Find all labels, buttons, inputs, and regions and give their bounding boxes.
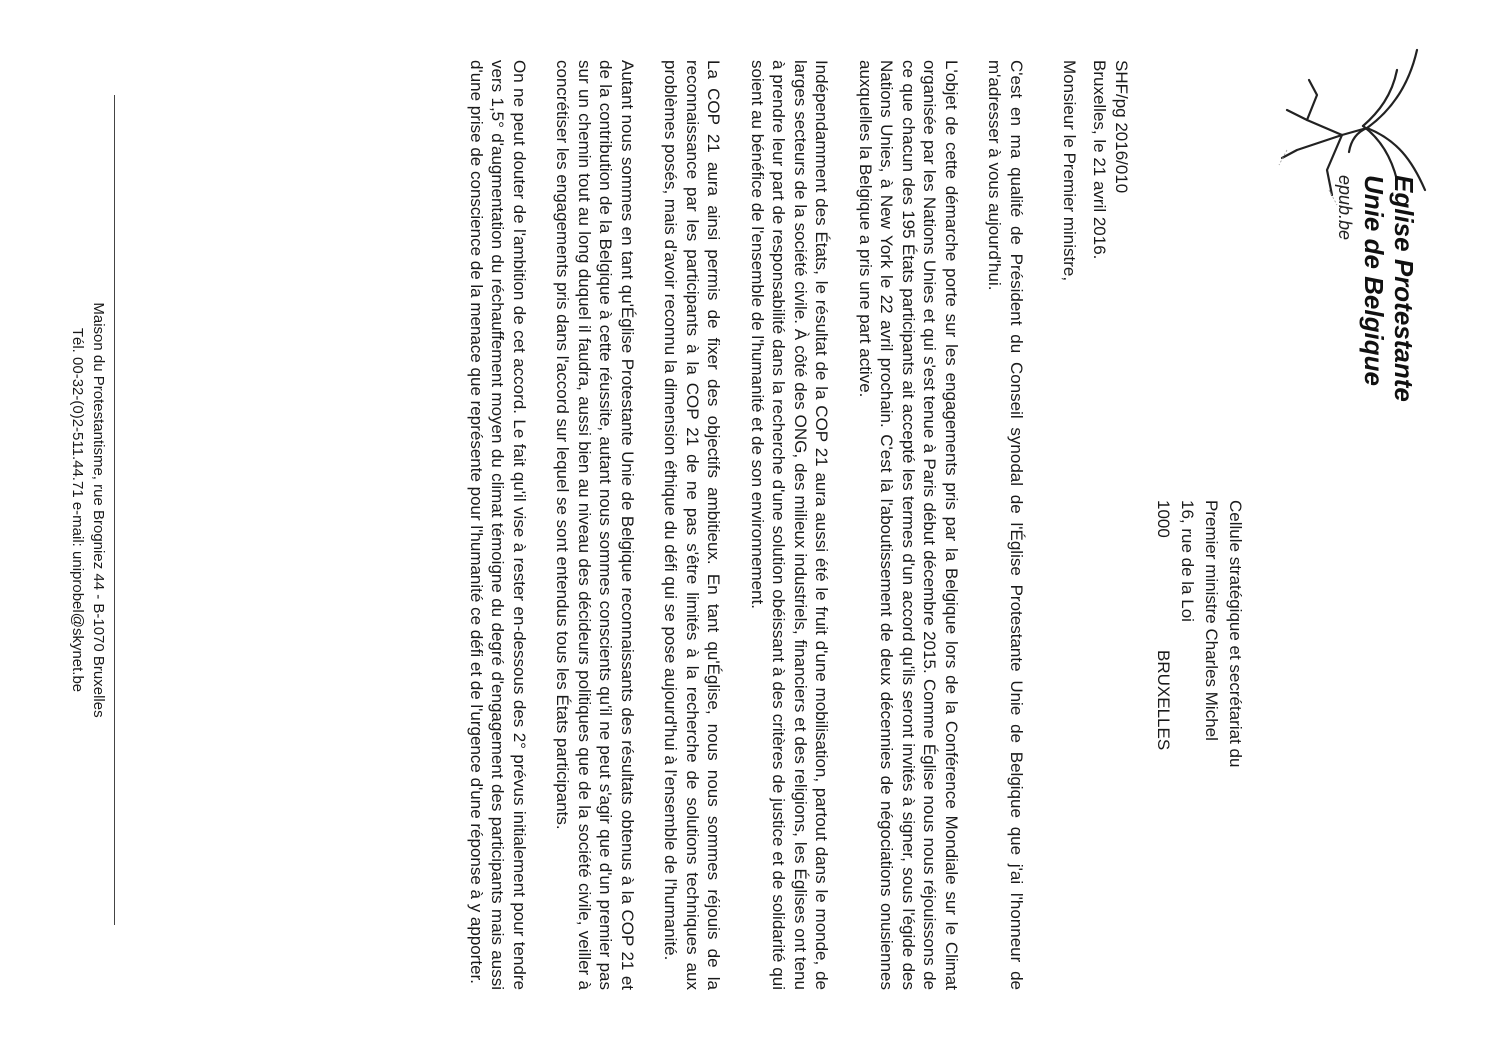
brand-name-line2: Unie de Belgique	[1359, 175, 1389, 386]
paragraph: L'objet de cette démarche porte sur les engagements pris par la Belgique lors de la Conférence Mondiale sur le Climat organisée par les Nations Unies et qui s'est tenue à Paris début décembre 2015. Comme Église nous nous réjouissons de ce que chacun des 195 États participants ait accepté les termes d'un accord qu'ils seront invités à signer, sous l'égide des Nations Unies, à New York le 22 avril prochain. C'est là l'aboutissement de deux décennies de négociations onusiennes auxquelles la Belgique a pris une part active.	[856, 60, 961, 990]
brand-website: epub.be	[1335, 175, 1355, 241]
reference-code: SHF/pg 2016/010	[1112, 60, 1131, 194]
letter-body	[444, 60, 1028, 990]
recipient-city-line	[1151, 500, 1175, 940]
footer-address: Maison du Protestantisme, rue Brogniez 44 - B-1070 Bruxelles	[90, 302, 107, 718]
recipient-city: BRUXELLES	[1154, 650, 1173, 751]
brand-block	[1334, 175, 1419, 475]
paragraph: La COP 21 aura ainsi permis de fixer des objectifs ambitieux. En tant qu'Église, nous nous sommes réjouis de la reconnaissance par les participants à la COP 21 de ne pas s'être limités à la recherche de solutions techniques aux problèmes posés, mais d'avoir reconnu la dimension éthique du défi qui se pose aujourd'hui à l'ensemble de l'humanité.	[661, 60, 724, 990]
footer	[67, 95, 109, 925]
paragraph: C'est en ma qualité de Président du Conseil synodal de l'Église Protestante Unie de Belgique que j'ai l'honneur de m'adresser à vous aujourd'hui.	[985, 60, 1026, 990]
reference-block	[1088, 60, 1132, 259]
brand-name-line1: Eglise Protestante	[1389, 175, 1419, 402]
recipient-postal-code: 1000	[1154, 500, 1173, 538]
footer-contact: Tél. 00-32-(0)2-511.44.71 e-mail: uniprobel@skynet.be	[69, 327, 86, 693]
paragraph: Indépendamment des États, le résultat de la COP 21 aura aussi été le fruit d'une mobilisation, partout dans le monde, de larges secteurs de la société civile. À côté des ONG, des milieux industriels, financiers et des religions, les Églises ont tenu à prendre leur part de responsabilité dans la recherche d'une solution obéissant à des critères de justice et de solidarité qui soient au bénéfice de l'ensemble de l'humanité et de son environnement.	[748, 60, 832, 990]
paragraph: Autant nous sommes en tant qu'Église Protestante Unie de Belgique reconnaissants des résultats obtenus à la COP 21 et de la contribution de la Belgique à cette réussite, autant nous sommes conscients qu'il ne peut s'agir que d'un premier pas sur un chemin tout au long duquel il faudra, aussi bien au niveau des décideurs politiques que de la société civile, veiller à concrétiser les engagements pris dans l'accord sur lequel se sont entendus tous les États participants.	[553, 60, 637, 990]
recipient-line: 16, rue de la Loi	[1178, 500, 1197, 622]
recipient-line: Cellule stratégique et secrétariat du	[1226, 500, 1245, 768]
paragraph: On ne peut douter de l'ambition de cet accord. Le fait qu'il vise à rester en-dessous des 2° prévus initialement pour tendre vers 1,5° d'augmentation du réchauffement moyen du climat témoigne du degré d'engagement des participants mais aussi d'une prise de conscience de la menace que représente pour l'humanité ce défi et de l'urgence d'une réponse à y apporter.	[467, 60, 529, 990]
letter-date: Bruxelles, le 21 avril 2016.	[1090, 60, 1109, 260]
recipient-address	[1151, 500, 1247, 940]
recipient-line: Premier ministre Charles Michel	[1202, 500, 1221, 741]
footer-divider	[114, 95, 115, 925]
salutation: Monsieur le Premier ministre,	[1060, 60, 1079, 282]
